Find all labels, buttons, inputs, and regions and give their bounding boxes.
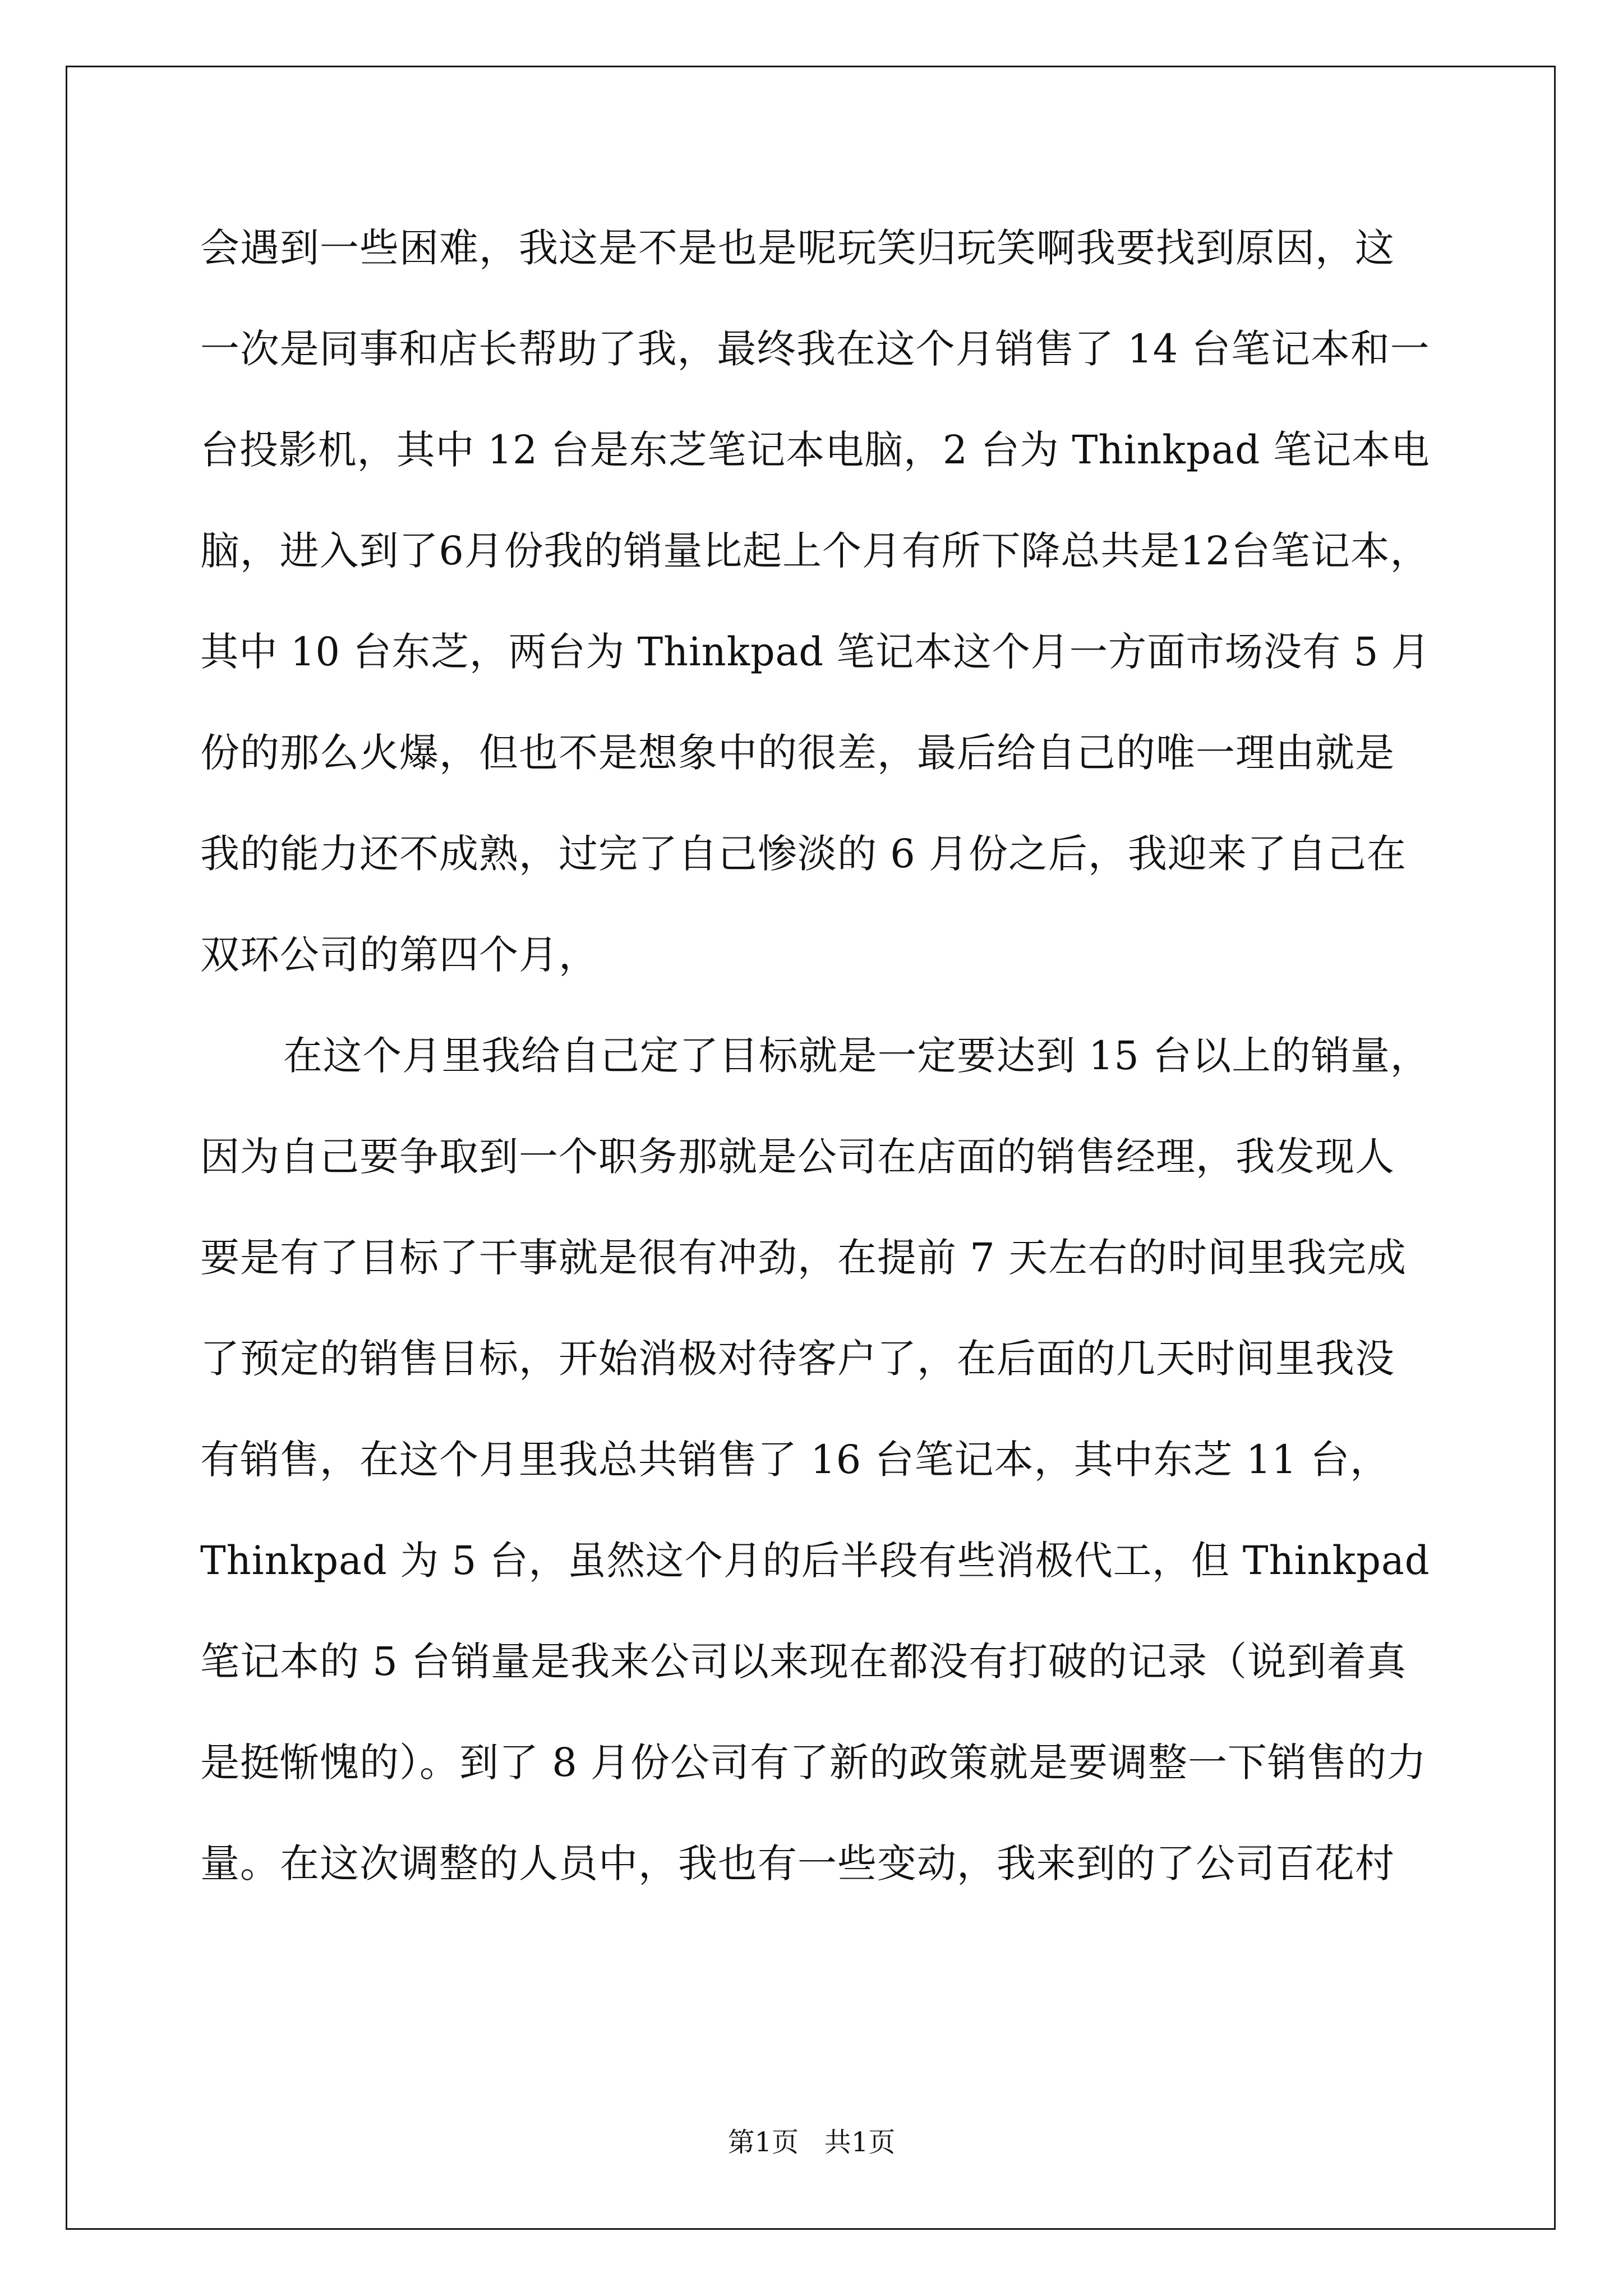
body-line-14: Thinkpad 为 5 台，虽然这个月的后半段有些消极代工，但 Thinkpad <box>200 1538 1430 1584</box>
body-line-12: 了预定的销售目标，开始消极对待客户了，在后面的几天时间里我没 <box>200 1336 1395 1382</box>
body-line-4: 脑，进入到了6月份我的销量比起上个月有所下降总共是12台笔记本， <box>200 528 1430 574</box>
body-line-10: 因为自己要争取到一个职务那就是公司在店面的销售经理，我发现人 <box>200 1134 1395 1180</box>
body-line-1: 会遇到一些困难，我这是不是也是呢玩笑归玩笑啊我要找到原因，这 <box>200 225 1395 271</box>
body-line-7: 我的能力还不成熟，过完了自己惨淡的 6 月份之后，我迎来了自己在 <box>200 831 1407 877</box>
body-line-5: 其中 10 台东芝，两台为 Thinkpad 笔记本这个月一方面市场没有 5 月 <box>200 629 1431 675</box>
paragraph-start-line: 在这个月里我给自己定了目标就是一定要达到 15 台以上的销量， <box>283 1033 1430 1079</box>
body-line-15: 笔记本的 5 台销量是我来公司以来现在都没有打破的记录（说到着真 <box>200 1639 1407 1685</box>
body-line-6: 份的那么火爆，但也不是想象中的很差，最后给自己的唯一理由就是 <box>200 730 1395 776</box>
page-number-footer: 第1页 共1页 <box>727 2127 896 2158</box>
body-line-16: 是挺惭愧的）。到了 8 月份公司有了新的政策就是要调整一下销售的力 <box>200 1740 1427 1786</box>
body-line-3: 台投影机，其中 12 台是东芝笔记本电脑，2 台为 Thinkpad 笔记本电 <box>200 427 1430 473</box>
body-line-2: 一次是同事和店长帮助了我，最终我在这个月销售了 14 台笔记本和一 <box>200 326 1430 372</box>
body-line-17: 量。在这次调整的人员中，我也有一些变动，我来到的了公司百花村 <box>200 1841 1395 1887</box>
body-line-8: 双环公司的第四个月， <box>200 932 598 978</box>
body-line-13: 有销售，在这个月里我总共销售了 16 台笔记本，其中东芝 11 台， <box>200 1437 1390 1483</box>
body-line-11: 要是有了目标了干事就是很有冲劲，在提前 7 天左右的时间里我完成 <box>200 1235 1407 1281</box>
